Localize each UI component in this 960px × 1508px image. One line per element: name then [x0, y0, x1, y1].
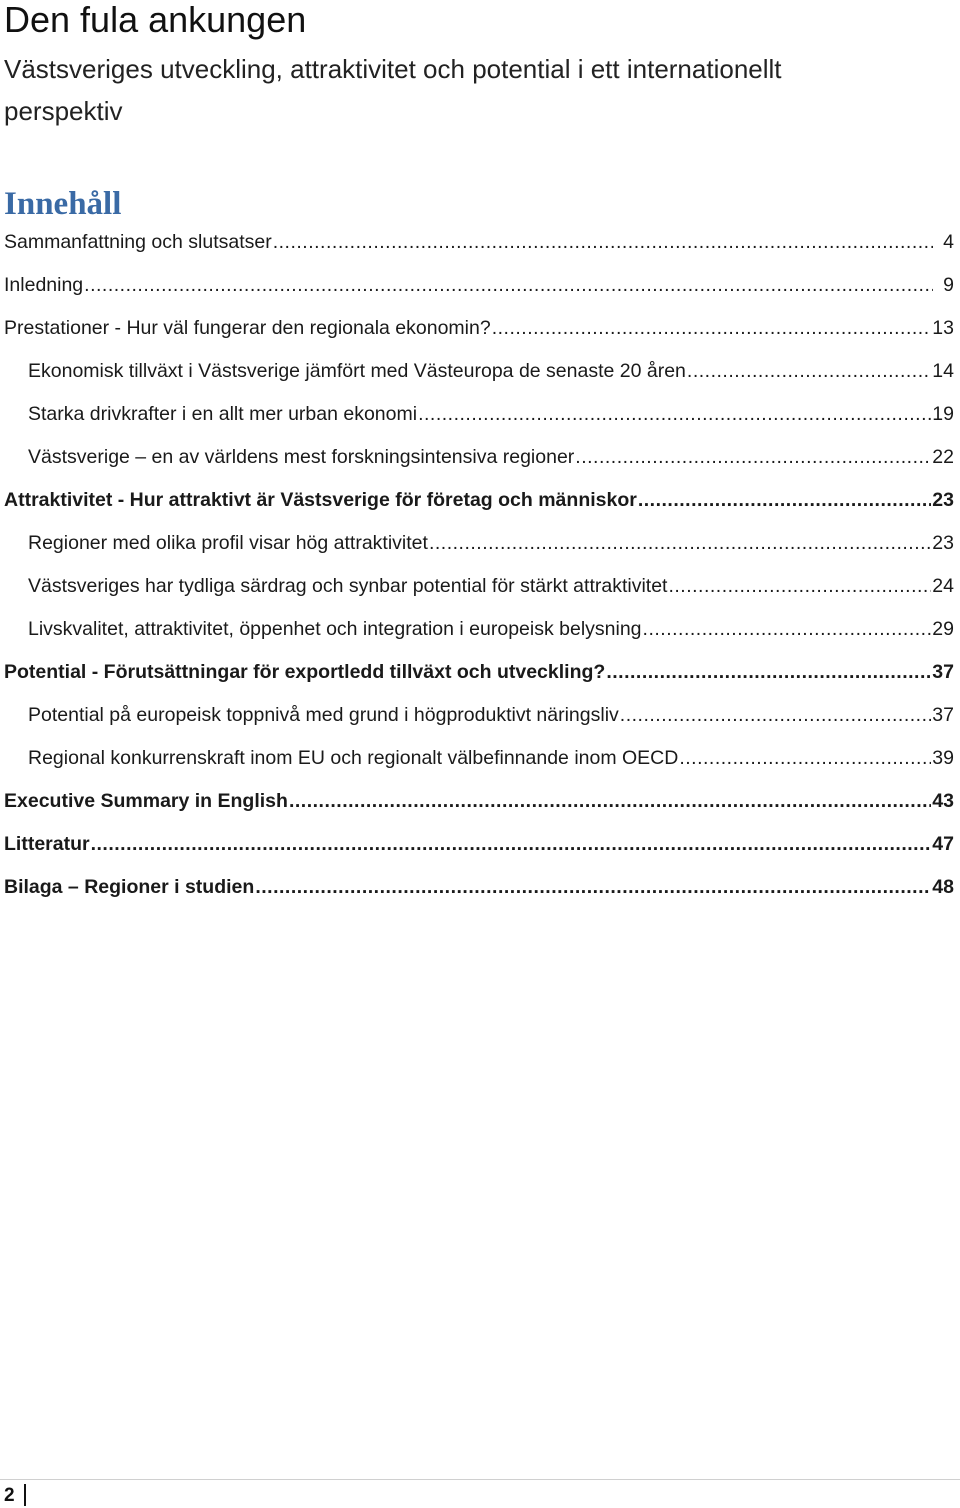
toc-entry-label: Västsveriges har tydliga särdrag och synbar potential för stärkt attraktivitet: [28, 575, 668, 597]
toc-entry-page: 39: [932, 747, 954, 769]
toc-entry[interactable]: [0, 866, 960, 909]
footer-divider: [0, 1479, 960, 1480]
toc-entry-page: 24: [932, 575, 954, 597]
toc-entry-page: 29: [932, 618, 954, 640]
toc-entry-page: 22: [932, 446, 954, 468]
toc-entry-label: Sammanfattning och slutsatser: [4, 231, 272, 253]
toc-entry-label: Starka drivkrafter i en allt mer urban ekonomi: [28, 403, 418, 425]
toc-entry[interactable]: [0, 522, 960, 565]
toc-dot-leader: [679, 737, 931, 780]
toc-entry-label: Potential på europeisk toppnivå med grund i högproduktivt näringsliv: [28, 704, 619, 726]
toc-entry[interactable]: [0, 221, 960, 264]
toc-heading: Innehåll: [4, 186, 122, 222]
toc-entry-label: Ekonomisk tillväxt i Västsverige jämfört med Västeuropa de senaste 20 åren: [28, 360, 686, 382]
toc-entry-page: 43: [932, 790, 954, 812]
toc-entry-page: 48: [932, 876, 954, 898]
toc-dot-leader: [492, 307, 932, 350]
toc-dot-leader: [575, 436, 931, 479]
toc-entry-label: Bilaga – Regioner i studien: [4, 876, 255, 898]
toc-entry-page: 23: [932, 532, 954, 554]
toc-dot-leader: [91, 823, 932, 866]
toc-dot-leader: [606, 651, 931, 694]
toc-entry[interactable]: [0, 651, 960, 694]
toc-dot-leader: [687, 350, 931, 393]
toc-entry-label: Executive Summary in English: [4, 790, 288, 812]
toc-entry-page: 14: [932, 360, 954, 382]
toc-dot-leader: [84, 264, 933, 307]
table-of-contents: [0, 221, 960, 909]
toc-entry[interactable]: [0, 737, 960, 780]
toc-entry-page: 47: [932, 833, 954, 855]
toc-entry-label: Livskvalitet, attraktivitet, öppenhet och integration i europeisk belysning: [28, 618, 642, 640]
toc-entry-label: Litteratur: [4, 833, 90, 855]
toc-entry-label: Regional konkurrenskraft inom EU och regionalt välbefinnande inom OECD: [28, 747, 679, 769]
toc-dot-leader: [620, 694, 932, 737]
page-number-separator: [24, 1484, 26, 1506]
toc-entry-page: 4: [943, 231, 954, 253]
document-subtitle: Västsveriges utveckling, attraktivitet och potential i ett internationellt perspektiv: [4, 54, 782, 126]
toc-dot-leader: [273, 221, 933, 264]
toc-entry[interactable]: [0, 694, 960, 737]
toc-entry-label: Inledning: [4, 274, 84, 296]
toc-entry[interactable]: [0, 393, 960, 436]
toc-entry[interactable]: [0, 264, 960, 307]
toc-entry-page: 37: [932, 704, 954, 726]
toc-entry-label: Prestationer - Hur väl fungerar den regionala ekonomin?: [4, 317, 491, 339]
toc-entry[interactable]: [0, 436, 960, 479]
document-title: Den fula ankungen: [4, 0, 307, 40]
toc-entry-label: Attraktivitet - Hur attraktivt är Västsverige för företag och människor: [4, 489, 637, 511]
toc-dot-leader: [418, 393, 931, 436]
toc-entry-page: 13: [932, 317, 954, 339]
toc-entry-page: 9: [943, 274, 954, 296]
toc-entry-label: Potential - Förutsättningar för exportledd tillväxt och utveckling?: [4, 661, 606, 683]
toc-entry[interactable]: [0, 823, 960, 866]
toc-entry-label: Regioner med olika profil visar hög attraktivitet: [28, 532, 428, 554]
toc-dot-leader: [668, 565, 931, 608]
toc-dot-leader: [255, 866, 931, 909]
toc-dot-leader: [643, 608, 932, 651]
toc-entry[interactable]: [0, 479, 960, 522]
toc-entry-label: Västsverige – en av världens mest forskningsintensiva regioner: [28, 446, 575, 468]
toc-entry[interactable]: [0, 780, 960, 823]
toc-entry-page: 37: [932, 661, 954, 683]
toc-entry[interactable]: [0, 608, 960, 651]
toc-dot-leader: [638, 479, 931, 522]
toc-entry[interactable]: [0, 350, 960, 393]
toc-entry-page: 19: [932, 403, 954, 425]
toc-entry-page: 23: [932, 489, 954, 511]
toc-entry[interactable]: [0, 307, 960, 350]
page-number: 2: [4, 1485, 15, 1506]
toc-dot-leader: [429, 522, 931, 565]
toc-dot-leader: [289, 780, 931, 823]
toc-entry[interactable]: [0, 565, 960, 608]
